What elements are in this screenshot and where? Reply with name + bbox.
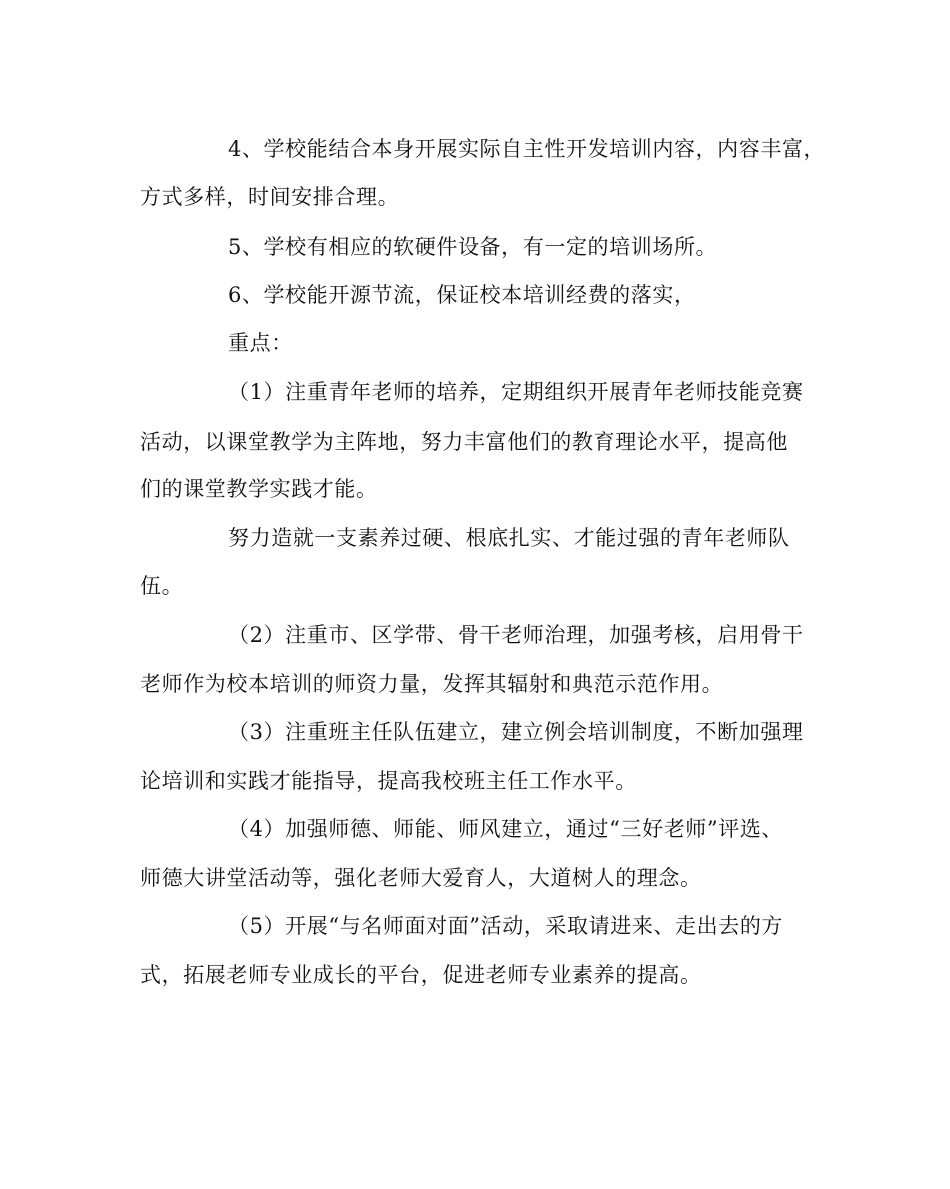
paragraph-line: 活动，以课堂教学为主阵地，努力丰富他们的教育理论水平，提高他 [140,430,788,454]
paragraph-line: （5）开展“与名师面对面”活动，采取请进来、走出去的方 [228,914,784,938]
paragraph-line: 4、学校能结合本身开展实际自主性开发培训内容，内容丰富， [228,137,826,161]
paragraph-line: 伍。 [140,574,184,598]
paragraph-line: 师德大讲堂活动等，强化老师大爱育人，大道树人的理念。 [140,866,702,890]
paragraph-line: 老师作为校本培训的师资力量，发挥其辐射和典范示范作用。 [140,672,724,696]
paragraph-line: 们的课堂教学实践才能。 [140,477,378,501]
paragraph-line: （1）注重青年老师的培养，定期组织开展青年老师技能竞赛 [228,380,804,404]
paragraph-line: 6、学校能开源节流，保证校本培训经费的落实， [228,283,696,307]
paragraph-line: 式，拓展老师专业成长的平台，促进老师专业素养的提高。 [140,963,702,987]
paragraph-line: 重点： [228,331,293,355]
paragraph-line: （2）注重市、区学带、骨干老师治理，加强考核，启用骨干 [228,623,804,647]
paragraph-line: 努力造就一支素养过硬、根底扎实、才能过强的青年老师队 [228,526,790,550]
paragraph-line: 5、学校有相应的软硬件设备，有一定的培训场所。 [228,235,718,259]
paragraph-line: 论培训和实践才能指导，提高我校班主任工作水平。 [140,769,637,793]
paragraph-line: （4）加强师德、师能、师风建立，通过“三好老师”评选、 [228,817,784,841]
paragraph-line: 方式多样，时间安排合理。 [140,185,400,209]
paragraph-line: （3）注重班主任队伍建立，建立例会培训制度，不断加强理 [228,720,804,744]
